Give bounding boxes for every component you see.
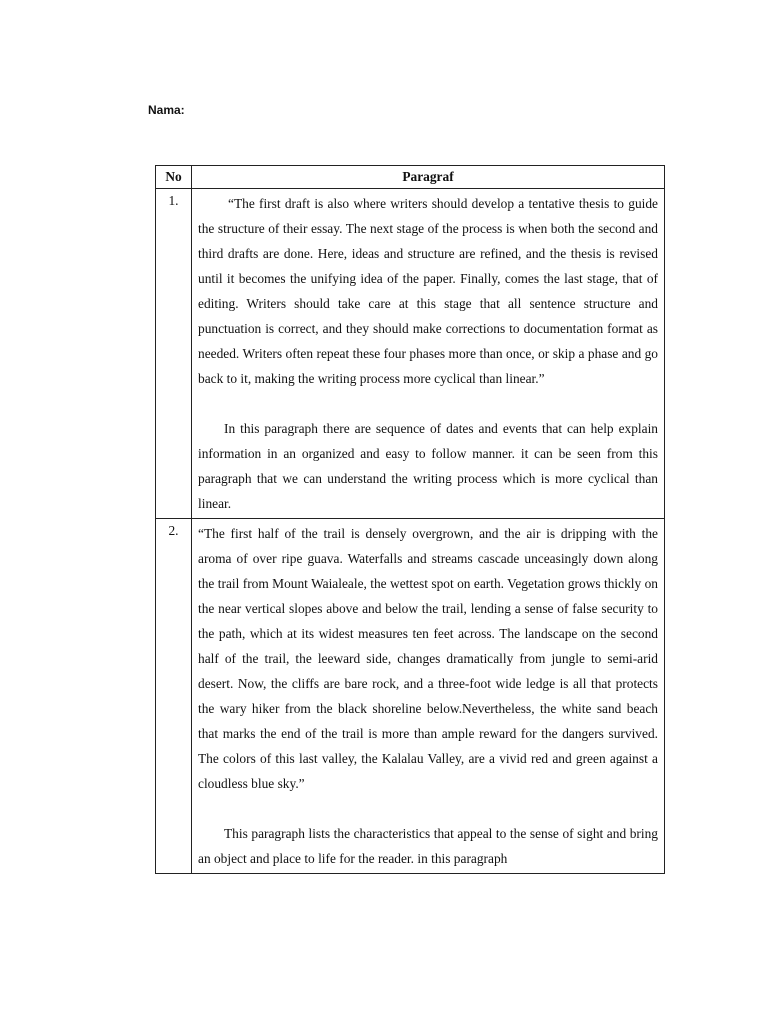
column-header-paragraf: Paragraf bbox=[192, 166, 665, 189]
quoted-paragraph: “The first half of the trail is densely overgrown, and the air is dripping with the aroma of over ripe guava. Waterfalls and streams cascade unceasingly down along the trail from Mount Waialeale, the wettest spot on earth. Vegetation grows thickly on the near vertical slopes above and below the trail, lending a sense of false security to the path, which at its widest measures ten feet across. The landscape on the second half of the trail, the leeward side, changes dramatically from jungle to semi-arid desert. Now, the cliffs are bare rock, and a three-foot wide ledge is all that protects the wary hiker from the black shoreline below.Nevertheless, the white sand beach that marks the end of the trail is more than ample reward for the dangers survived. The colors of this last valley, the Kalalau Valley, are a vivid red and green against a cloudless blue sky.” bbox=[198, 526, 658, 791]
explanation-paragraph: In this paragraph there are sequence of dates and events that can help explain information in an organized and easy to follow manner. it can be seen from this paragraph that we can understand the writing process which is more cyclical than linear. bbox=[198, 421, 658, 511]
quoted-paragraph: “The first draft is also where writers should develop a tentative thesis to guide the structure of their essay. The next stage of the process is when both the second and third drafts are done. Here, ideas and structure are refined, and the thesis is revised until it becomes the unifying idea of the paper. Finally, comes the last stage, that of editing. Writers should take care at this stage that all sentence structure and punctuation is correct, and they should make corrections to documentation format as needed. Writers often repeat these four phases more than once, or skip a phase and go back to it, making the writing process more cyclical than linear.” bbox=[198, 196, 658, 386]
table-row bbox=[156, 189, 665, 519]
paragraph-cell bbox=[192, 519, 665, 874]
row-number: 1. bbox=[156, 189, 192, 519]
name-label: Nama: bbox=[148, 103, 185, 117]
explanation-paragraph: This paragraph lists the characteristics that appeal to the sense of sight and bring an object and place to life for the reader. in this paragraph bbox=[198, 826, 658, 866]
table-header-row bbox=[156, 166, 665, 189]
paragraph-table bbox=[155, 165, 665, 874]
table-row bbox=[156, 519, 665, 874]
row-number: 2. bbox=[156, 519, 192, 874]
column-header-no: No bbox=[156, 166, 192, 189]
paragraph-cell bbox=[192, 189, 665, 519]
